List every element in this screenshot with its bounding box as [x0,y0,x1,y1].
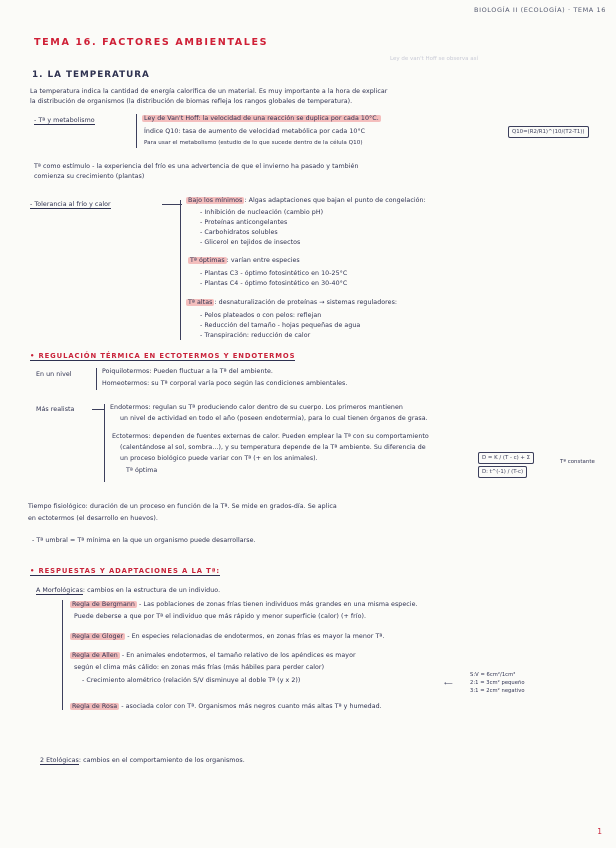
reglas-brace [62,600,63,710]
q10-formula: Q10=(R2/R1)^(10/(T2-T1)) [508,126,589,138]
umbral-line: - Tª umbral = Tª mínima en la que un organismo puede desarrollarse. [32,537,256,544]
altas-item-2: - Reducción del tamaño - hojas pequeñas de agua [200,322,361,329]
faint-note: Ley de van't Hoff se observa así [390,56,479,62]
ectotermos-line-2: (calentándose al sol, sombra...), y su temperatura depende de la Tª ambiente. Su diferencia de [120,444,426,451]
ectotermos-line-3: un proceso biológico puede variar con Tª (+ en los animales). [120,455,318,462]
sv-line-2: 2:1 = 3cm² pequeño [470,680,525,686]
respuestas-heading: • RESPUESTAS Y ADAPTACIONES A LA Tª: [30,567,221,575]
mas-realista-label: Más realista [36,406,75,413]
metabolismo-brace [136,114,137,148]
estimulo-line-2: comienza su crecimiento (plantas) [34,173,145,180]
formula-box-1: D = K / (T - c) + Σ [478,452,534,464]
sv-line-1: S:V = 6cm²/1cm³ [470,672,516,678]
formula-box-2: D: t^(-1) / (T-c) [478,466,527,478]
regulacion-heading: • REGULACIÓN TÉRMICA EN ECTOTERMOS Y ENDOTERMOS [30,352,296,360]
endotermos-line-1: Endotermos: regulan su Tª produciendo calor dentro de su cuerpo. Los primeros mantienen [110,404,403,411]
metabolismo-line-3: Para usar el metabolismo (estudio de lo que sucede dentro de la célula Q10) [144,140,363,146]
regulacion-nivel-label: En un nivel [36,371,72,378]
metabolismo-line-2: Índice Q10: tasa de aumento de velocidad metabólica por cada 10°C [144,128,366,135]
endotermos-line-2: un nivel de actividad en todo el año (poseen endotermia), para lo cual tienen órganos de grasa. [120,415,428,422]
homeotermos-item: Homeotermos: su Tª corporal varía poco según las condiciones ambientales. [102,380,348,387]
bajo-minimos-item-1: - Inhibición de nucleación (cambio pH) [200,209,324,216]
bajo-minimos-item-4: - Glicerol en tejidos de insectos [200,239,301,246]
optimos-item-2: - Plantas C4 - óptimo fotosintético en 30-40°C [200,280,348,287]
regla-gloger-line-1: Regla de Gloger - En especies relacionadas de endotermos, en zonas frías es mayor la menor Tª. [72,633,385,640]
regla-bergmann-label: Regla de Bergmann [72,601,135,608]
regla-bergmann-line-1: Regla de Bergmann - Las poblaciones de zonas frías tienen individuos más grandes en una misma especie. [72,601,418,608]
altas-item-1: - Pelos plateados o con pelos: reflejan [200,312,322,319]
metabolismo-label: - Tª y metabolismo [34,117,95,124]
section-heading-temperatura: 1. LA TEMPERATURA [32,70,150,80]
regla-allen-line-2: según el clima más cálido: en zonas más frías (más hábiles para perder calor) [74,664,325,671]
regla-rosa-line-1: Regla de Rosa - asociada color con Tª. Organismos más negros cuanto más altas Tª y humedad. [72,703,382,710]
etologicas-label: 2 Etológicas [40,757,79,764]
morfologicas-line: A Morfológicas: cambios en la estructura de un individuo. [36,587,221,594]
altas-item-3: - Transpiración: reducción de calor [200,332,311,339]
regla-bergmann-line-2: Puede deberse a que por Tª el individuo que más rápido y menor superficie (calor) (+ frío). [74,613,367,620]
morfologicas-label: A Morfológicas [36,587,83,594]
tiempo-fisiologico-line-1: Tiempo fisiológico: duración de un proceso en función de la Tª. Se mide en grados-día. Se aplica [28,503,337,510]
page-number: 1 [597,827,602,836]
metabolismo-line-1: Ley de Van't Hoff: la velocidad de una reacción se duplica por cada 10°C. [144,115,379,122]
estimulo-line-1: Tª como estímulo - la experiencia del frío es una advertencia de que el invierno ha pasado y también [34,163,359,170]
bajo-minimos-item-2: - Proteínas anticongelantes [200,219,288,226]
optimos-label: Tª óptimas [190,257,225,264]
regla-allen-label: Regla de Allen [72,652,118,659]
bajo-minimos-label: Bajo los mínimos [188,197,243,204]
tolerancia-brace [180,200,181,340]
intro-line-1: La temperatura indica la cantidad de energía calorífica de un material. Es muy importante a la hora de explicar [30,88,388,95]
regla-allen-line-1: Regla de Allen - En animales endotermos, el tamaño relativo de los apéndices es mayor [72,652,356,659]
poiquilotermos-item: Poiquilotermos: Pueden fluctuar a la Tª del ambiente. [102,368,273,375]
regla-allen-line-3: - Crecimiento alométrico (relación S/V disminuye al doble Tª (y x 2)) [82,677,301,684]
ectotermos-line-1: Ectotermos: dependen de fuentes externas de calor. Pueden emplear la Tª con su comportamiento [112,433,429,440]
bajo-minimos-line: Bajo los mínimos : Algas adaptaciones que bajan el punto de congelación: [188,197,426,204]
tolerancia-label: - Tolerancia al frío y calor [30,201,111,208]
arrow-icon: ⟵ [444,680,453,687]
tiempo-fisiologico-line-2: en ectotermos (el desarrollo en huevos). [28,515,158,522]
altas-line: Tª altas : desnaturalización de proteínas → sistemas reguladores: [188,299,398,306]
altas-label: Tª altas [188,299,213,306]
regla-rosa-label: Regla de Rosa [72,703,118,710]
regla-gloger-label: Regla de Gloger [72,633,124,640]
optimos-line: Tª óptimas : varían entre especies [190,257,300,264]
intro-line-2: la distribución de organismos (la distribución de biomas refleja los rangos globales de temperatura). [30,98,353,105]
bajo-minimos-item-3: - Carbohidratos solubles [200,229,278,236]
sv-line-3: 3:1 = 2cm² negativo [470,688,525,694]
etologicas-line: 2 Etológicas: cambios en el comportamiento de los organismos. [40,757,245,764]
formula-side-note: Tª constante [560,459,595,465]
ectotermos-line-4: Tª óptima [126,467,158,474]
page-title: TEMA 16. FACTORES AMBIENTALES [34,37,269,48]
optimos-item-1: - Plantas C3 - óptimo fotosintético en 10-25°C [200,270,348,277]
course-tag: BIOLOGÍA II (ECOLOGÍA) · TEMA 16 [474,6,606,14]
